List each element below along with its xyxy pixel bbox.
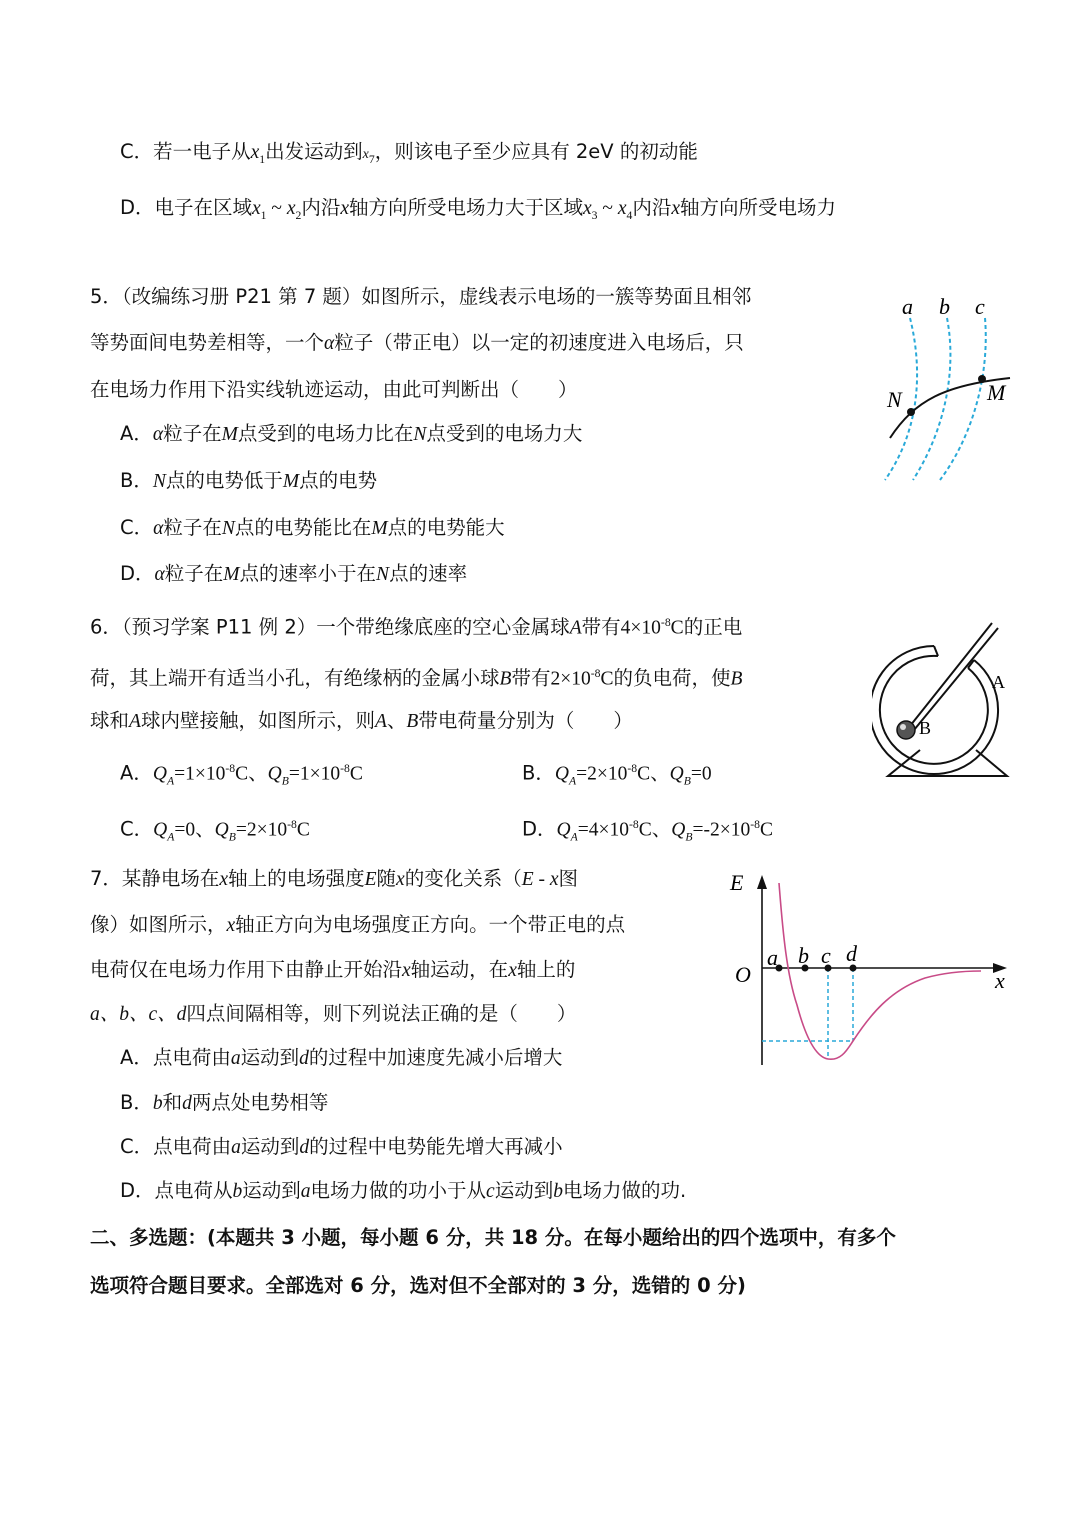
label-x: x bbox=[995, 968, 1005, 993]
e-axis-arrow bbox=[757, 875, 767, 889]
q5-stem-line2: 等势面间电势差相等，一个α粒子（带正电）以一定的初速度进入电场后，只 bbox=[90, 331, 744, 354]
label-m: M bbox=[987, 380, 1006, 405]
q7-stem-line2: 像）如图所示，x轴正方向为电场强度正方向。一个带正电的点 bbox=[90, 913, 626, 936]
small-ball-highlight bbox=[900, 724, 906, 730]
label-a: A bbox=[992, 672, 1005, 692]
label-d: d bbox=[846, 941, 857, 966]
insulating-handle-edge bbox=[914, 628, 998, 730]
q7-e-x-graph bbox=[725, 865, 1015, 1075]
point-m-dot bbox=[978, 375, 986, 383]
label-c: c bbox=[821, 943, 831, 968]
point-n-dot bbox=[907, 408, 915, 416]
q5-option-d: D．α粒子在M点的速率小于在N点的速率 bbox=[120, 562, 468, 585]
e-x-curve bbox=[779, 883, 981, 1059]
q7-option-a: A．点电荷由a运动到d的过程中加速度先减小后增大 bbox=[120, 1046, 563, 1069]
equipotential-line-c bbox=[940, 318, 986, 480]
q5-option-c: C．α粒子在N点的电势能比在M点的电势能大 bbox=[120, 516, 505, 539]
label-o: O bbox=[735, 962, 751, 987]
label-b: b bbox=[798, 943, 809, 968]
q7-stem-line4: a、b、c、d四点间隔相等，则下列说法正确的是（ ） bbox=[90, 1002, 577, 1025]
q7-stem-line1: 7．某静电场在x轴上的电场强度E随x的变化关系（E - x图 bbox=[90, 867, 579, 890]
q7-option-c: C．点电荷由a运动到d的过程中电势能先增大再减小 bbox=[120, 1135, 563, 1158]
section2-heading-line1: 二、多选题：(本题共 3 小题，每小题 6 分，共 18 分。在每小题给出的四个选项中，有多个 bbox=[90, 1226, 896, 1249]
insulating-handle bbox=[910, 623, 992, 726]
q6-option-c: C．$Q_A=0$、$Q_B=2\times 10^{-8}C$ bbox=[120, 817, 310, 844]
q6-stem-line3: 球和A球内壁接触，如图所示，则A、B带电荷量分别为（ ） bbox=[90, 709, 633, 732]
q6-stem-line1: 6．（预习学案 P11 例 2）一个带绝缘底座的空心金属球A带有$4\times 10^{-8}C$的正电 bbox=[90, 615, 743, 639]
q7-stem-line3: 电荷仅在电场力作用下由静止开始沿x轴运动，在x轴上的 bbox=[90, 958, 576, 981]
q5-equipotential-figure bbox=[875, 290, 1025, 485]
q7-option-b: B．b和d两点处电势相等 bbox=[120, 1091, 329, 1114]
label-a: a bbox=[767, 945, 778, 970]
q5-stem-line3: 在电场力作用下沿实线轨迹运动，由此可判断出（ ） bbox=[90, 378, 578, 401]
q4-option-c: C．若一电子从$x_1$出发运动到$x_7$，则该电子至少应具有 2eV 的初动能 bbox=[120, 140, 698, 166]
q6-option-a: A．$Q_A=1\times 10^{-8}C$、$Q_B=1\times 10^{-8}C$ bbox=[120, 761, 363, 788]
label-a: a bbox=[902, 294, 913, 319]
q6-metal-sphere-figure bbox=[872, 620, 1022, 780]
q4-option-d: D．电子在区域$x_1$ ~ $x_2$内沿x轴方向所受电场力大于区域$x_3$ ~ $x_4$内沿x轴方向所受电场力 bbox=[120, 196, 837, 222]
q6-option-b: B．$Q_A=2\times 10^{-8}C$、$Q_B=0$ bbox=[522, 761, 712, 788]
label-b: b bbox=[939, 294, 950, 319]
q5-option-a: A．α粒子在M点受到的电场力比在N点受到的电场力大 bbox=[120, 422, 583, 445]
label-n: N bbox=[887, 387, 902, 412]
q5-stem-line1: 5．（改编练习册 P21 第 7 题）如图所示，虚线表示电场的一簇等势面且相邻 bbox=[90, 285, 752, 308]
label-b: B bbox=[919, 718, 932, 738]
opening-edge-left bbox=[934, 646, 938, 656]
q6-stem-line2: 荷，其上端开有适当小孔，有绝缘柄的金属小球B带有$2\times 10^{-8}C$的负电荷，使B bbox=[90, 666, 743, 690]
label-e: E bbox=[730, 870, 744, 895]
hollow-sphere-inner bbox=[880, 656, 988, 764]
label-c: c bbox=[975, 294, 985, 319]
small-ball-b bbox=[897, 721, 915, 739]
hollow-sphere-outer bbox=[872, 646, 998, 774]
section2-heading-line2: 选项符合题目要求。全部选对 6 分，选对但不全部对的 3 分，选错的 0 分) bbox=[90, 1274, 746, 1297]
q6-option-d: D．$Q_A=4\times 10^{-8}C$、$Q_B=-2\times 10^{-8}C$ bbox=[522, 817, 774, 844]
q5-option-b: B．N点的电势低于M点的电势 bbox=[120, 469, 378, 492]
q7-option-d: D．点电荷从b运动到a电场力做的功小于从c运动到b电场力做的功. bbox=[120, 1179, 687, 1202]
